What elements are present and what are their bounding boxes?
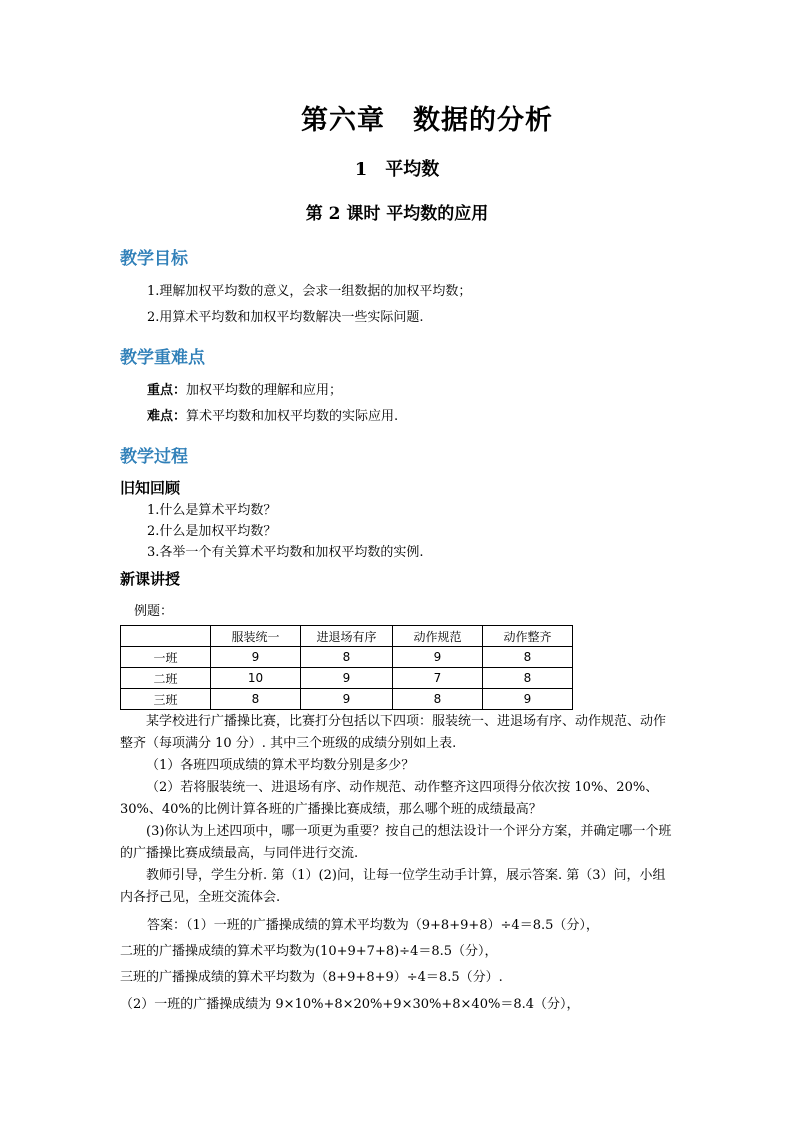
review-item: 3.各举一个有关算术平均数和加权平均数的实例. bbox=[147, 545, 424, 560]
table-cell: 7 bbox=[393, 668, 483, 689]
answer-line: 答案：（1）一班的广播操成绩的算术平均数为（9+8+9+8）÷4＝8.5（分）， bbox=[147, 918, 599, 933]
header-cell: 动作规范 bbox=[393, 626, 483, 647]
question-3: (3)你认为上述四项中，哪一项更为重要？按自己的想法设计一个评分方案，并确定哪一个班的广播操比赛成绩最高，与同伴进行交流. bbox=[120, 824, 672, 861]
header-cell: 服装统一 bbox=[211, 626, 301, 647]
key-point-label: 重点： bbox=[147, 383, 187, 398]
table-header-row bbox=[121, 626, 573, 647]
score-table bbox=[120, 625, 573, 710]
table-cell: 8 bbox=[483, 647, 573, 668]
answer-line: 三班的广播操成绩的算术平均数为（8+9+8+9）÷4＝8.5（分）. bbox=[120, 970, 503, 985]
problem-paragraph: 某学校进行广播操比赛，比赛打分包括以下四项：服装统一、进退场有序、动作规范、动作整齐（每项满分 10 分）. 其中三个班级的成绩分别如上表. bbox=[120, 714, 667, 751]
table-row bbox=[121, 647, 573, 668]
keypoints-heading: 教学重难点 bbox=[120, 348, 205, 368]
goal-item: 2.用算术平均数和加权平均数解决一些实际问题. bbox=[147, 310, 424, 325]
process-heading: 教学过程 bbox=[120, 447, 188, 467]
goals-heading: 教学目标 bbox=[120, 249, 188, 269]
table-row bbox=[121, 668, 573, 689]
table-cell: 9 bbox=[211, 647, 301, 668]
header-cell: 动作整齐 bbox=[483, 626, 573, 647]
example-label: 例题： bbox=[134, 604, 174, 619]
table-cell: 9 bbox=[301, 689, 393, 710]
header-cell: 进退场有序 bbox=[301, 626, 393, 647]
chapter-title: 第六章 数据的分析 bbox=[301, 105, 553, 136]
table-cell: 9 bbox=[483, 689, 573, 710]
difficult-point bbox=[147, 405, 398, 424]
table-cell: 8 bbox=[301, 647, 393, 668]
difficult-point-label: 难点： bbox=[147, 409, 187, 424]
teacher-guide: 教师引导，学生分析. 第（1）(2)问，让每一位学生动手计算，展示答案. 第（3）问，小组内各抒己见，全班交流体会. bbox=[120, 868, 666, 905]
table-cell: 三班 bbox=[121, 689, 211, 710]
review-item: 2.什么是加权平均数？ bbox=[147, 524, 277, 539]
table-cell: 9 bbox=[393, 647, 483, 668]
question-1: （1）各班四项成绩的算术平均数分别是多少？ bbox=[146, 758, 415, 773]
key-point-text: 加权平均数的理解和应用； bbox=[186, 383, 343, 398]
header-cell bbox=[121, 626, 211, 647]
table-cell: 二班 bbox=[121, 668, 211, 689]
answer-line: （2）一班的广播操成绩为 9×10%+8×20%+9×30%+8×40%＝8.4（分）， bbox=[120, 997, 580, 1012]
lesson-title: 第 2 课时 平均数的应用 bbox=[305, 204, 489, 224]
table-cell: 9 bbox=[301, 668, 393, 689]
review-heading: 旧知回顾 bbox=[120, 479, 181, 497]
table-cell: 8 bbox=[483, 668, 573, 689]
goal-item: 1.理解加权平均数的意义，会求一组数据的加权平均数； bbox=[147, 284, 472, 299]
table-cell: 8 bbox=[393, 689, 483, 710]
section-title: 1 平均数 bbox=[354, 159, 440, 180]
answer-line: 二班的广播操成绩的算术平均数为(10+9+7+8)÷4＝8.5（分）， bbox=[120, 944, 498, 959]
new-lesson-heading: 新课讲授 bbox=[120, 570, 181, 588]
table-cell: 8 bbox=[211, 689, 301, 710]
key-point bbox=[147, 379, 342, 398]
question-2: （2）若将服装统一、进退场有序、动作规范、动作整齐这四项得分依次按 10%、20%、30%、40%的比例计算各班的广播操比赛成绩，那么哪个班的成绩最高？ bbox=[120, 780, 659, 817]
difficult-point-text: 算术平均数和加权平均数的实际应用. bbox=[186, 409, 399, 424]
table-cell: 10 bbox=[211, 668, 301, 689]
review-item: 1.什么是算术平均数？ bbox=[147, 503, 277, 518]
table-row bbox=[121, 689, 573, 710]
table-cell: 一班 bbox=[121, 647, 211, 668]
